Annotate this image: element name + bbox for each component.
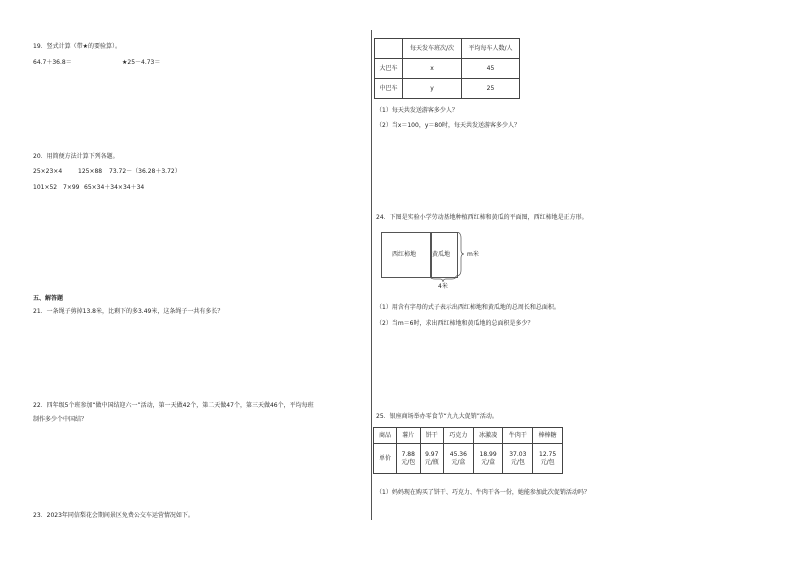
column-divider	[371, 30, 372, 520]
q25-sub-1: （1）妈妈现在购买了饼干、巧克力、牛肉干各一份，她能参加此次促销活动吗？	[376, 489, 590, 496]
snack-table-row-label: 单价	[374, 444, 397, 474]
q24-sub-2: （2）当m＝6时，求出西红柿地和黄瓜地的总面积是多少？	[376, 320, 534, 327]
snack-price-cell	[533, 444, 563, 474]
snack-price: 7.88	[401, 451, 415, 459]
snack-price: 45.36	[449, 451, 467, 459]
q23-sub-1: （1）每天共发送游客多少人？	[376, 107, 458, 114]
bus-table	[374, 38, 520, 99]
bus-table-cell: x	[403, 59, 462, 79]
garden-diagram	[381, 232, 491, 290]
snack-price: 18.99	[479, 451, 497, 459]
bus-table-header-avg: 平均每车人数/人	[462, 39, 520, 59]
snack-price-cell	[397, 444, 421, 474]
q24-text: 24．下图是实验小学劳动基地种植西红柿和黄瓜的平面图，西红柿地是正方形。	[376, 214, 588, 221]
snack-unit: 元/包	[401, 458, 416, 466]
snack-price-cell	[444, 444, 474, 474]
snack-table	[373, 427, 563, 474]
snack-item: 饼干	[420, 428, 444, 444]
q21-text: 21．一条绳子剪掉13.8米，比剩下的多3.49米，这条绳子一共有多长？	[33, 308, 224, 315]
snack-table-row-label: 商品	[374, 428, 397, 444]
q20-expr-3: 73.72－（36.28＋3.72）	[109, 168, 181, 175]
snack-price: 37.03	[509, 451, 527, 459]
bus-table-cell: 25	[462, 79, 520, 99]
snack-item: 牛肉干	[503, 428, 533, 444]
snack-unit: 元/包	[510, 458, 525, 466]
q19-expression-2: ★25－4.73＝	[122, 59, 161, 66]
snack-price-cell	[420, 444, 444, 474]
q20-expr-1: 25×23×4	[33, 168, 63, 175]
cucumber-label: 黄瓜地	[432, 251, 451, 258]
snack-price-cell	[503, 444, 533, 474]
m-label: m米	[467, 251, 479, 258]
q22-line-2: 制作多少个中国结？	[33, 416, 88, 423]
snack-unit: 元/盒	[481, 458, 496, 466]
snack-price: 9.97	[425, 451, 439, 459]
q20-expr-4: 101×52	[33, 184, 58, 191]
bus-table-cell: 大巴车	[375, 59, 403, 79]
snack-item: 薯片	[397, 428, 421, 444]
bus-table-cell: 45	[462, 59, 520, 79]
snack-price: 12.75	[539, 451, 557, 459]
q24-sub-1: （1）用含有字母的式子表示出西红柿地和黄瓜地的总周长和总面积。	[376, 304, 560, 311]
snack-item: 冰激凌	[473, 428, 503, 444]
q20-title: 20．用简便方法计算下列各题。	[33, 153, 119, 160]
width-label: 4米	[438, 283, 448, 290]
q22-line-1: 22．四年级5个班参加“做中国结迎六一”活动，第一天做42个，第二天做47个，第三天做46个，平均每班	[33, 402, 314, 409]
bus-table-cell: y	[403, 79, 462, 99]
q20-expr-5: 7×99	[63, 184, 80, 191]
section-heading: 五、解答题	[33, 295, 64, 302]
bus-table-header-trips: 每天发车班次/次	[403, 39, 462, 59]
snack-unit: 元/盒	[451, 458, 466, 466]
q23-text: 23．2023年同信梨花会期间景区免费公交车运营情况如下。	[33, 512, 194, 519]
q20-expr-6: 65×34＋34×34＋34	[84, 184, 145, 191]
snack-item: 棒棒糖	[533, 428, 563, 444]
m-brace-icon	[456, 232, 464, 277]
q23-sub-2: （2）当x＝100，y＝80时，每天共发送游客多少人？	[376, 122, 521, 129]
q25-text: 25．银座商场举办零食节“九九大促销”活动。	[376, 413, 498, 420]
q19-expression-1: 64.7＋36.8＝	[33, 59, 72, 66]
width-brace-icon	[430, 276, 457, 282]
snack-unit: 元/瓶	[424, 458, 439, 466]
snack-item: 巧克力	[444, 428, 474, 444]
snack-unit: 元/包	[540, 458, 555, 466]
snack-price-cell	[473, 444, 503, 474]
bus-table-cell: 中巴车	[375, 79, 403, 99]
tomato-label: 西红柿地	[392, 251, 417, 258]
q20-expr-2: 125×88	[78, 168, 103, 175]
bus-table-header-empty	[375, 39, 403, 59]
q19-title: 19．竖式计算（带★的要验算）。	[33, 43, 122, 50]
